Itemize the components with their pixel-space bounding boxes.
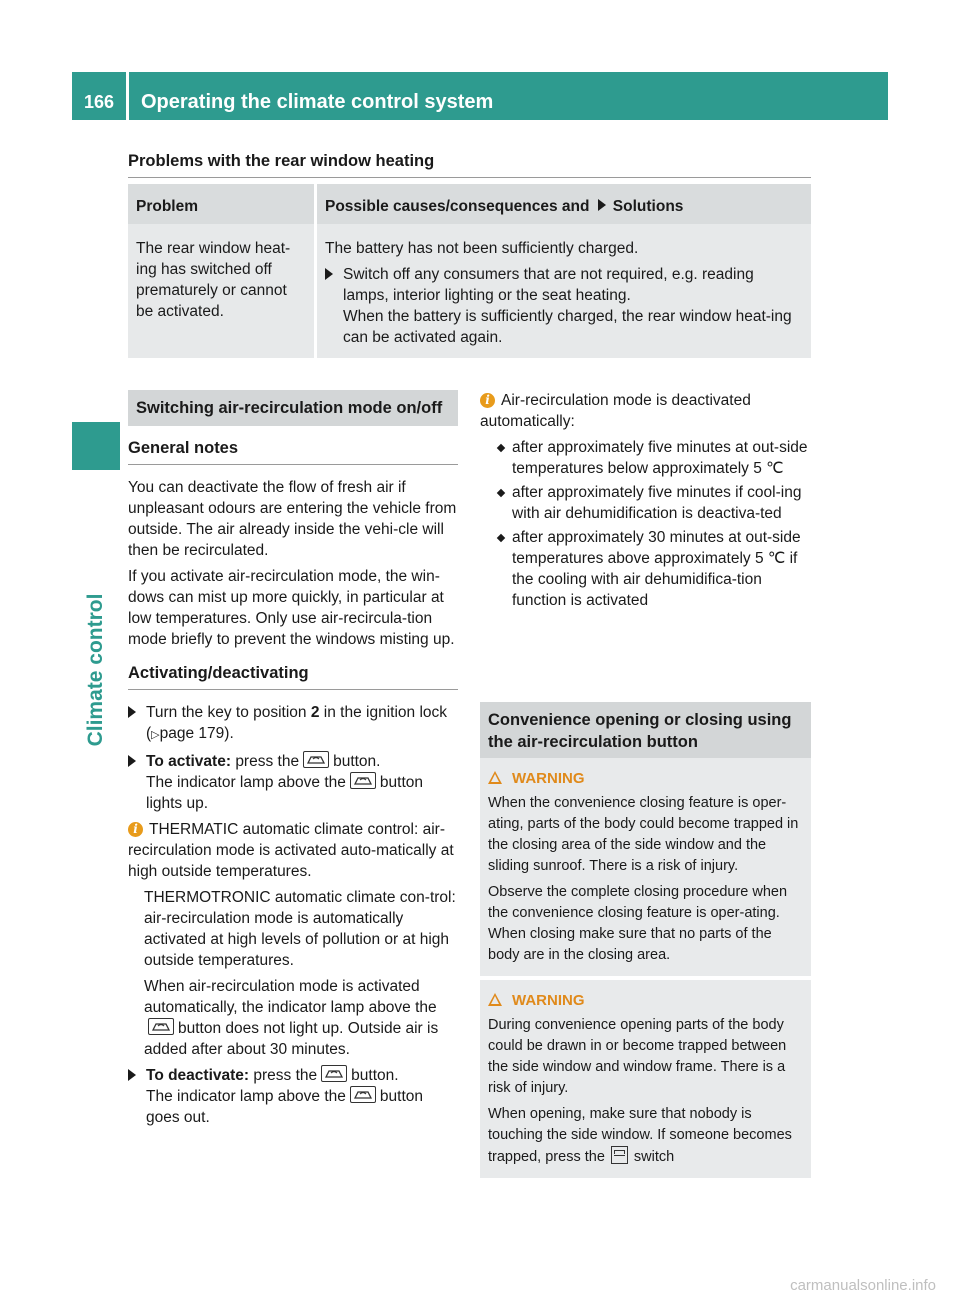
recirculation-button-icon [350, 772, 376, 789]
left-column [128, 390, 458, 1128]
deactivation-list [480, 437, 811, 611]
activating-heading: Activating/deactivating [128, 664, 458, 690]
activating-body [128, 702, 458, 1128]
chapter-marker [72, 422, 120, 470]
rear-window-heading: Problems with the rear window heating [128, 152, 435, 170]
warning-box: WARNING During convenience opening parts of the body could be drawn in or become trapped between the side window and window frame. There is a risk of injury. When opening, make sure that nobody is touching the side window. If someone becomes trapped, press the switch [480, 980, 811, 1178]
warning-box: WARNING When the convenience closing feature is oper-ating, parts of the body could become trapped in the closing area of the side window and the sliding sunroof. There is a risk of injury. Observe the complete closing procedure when the convenience closing feature is oper-ating. When closing make sure that no parts of the body are in the closing area. [480, 758, 811, 976]
solution-step: Switch off any consumers that are not required, e.g. reading lamps, interior lighting or the seat heating. When the battery is sufficiently charged, the rear window heat-ing can be activated again. [325, 264, 803, 348]
arrow-icon [128, 706, 136, 718]
header-divider [126, 72, 129, 120]
info-deactivation: i Air-recirculation mode is deactivated automatically: after approximately five minutes at out-side temperatures below approximately 5 ℃ after approximately five minutes if cool-ing with air dehumidification is deactiva-ted after approximately 30 minutes at out-side temperatures above approximately 5 ℃ if the cooling with air dehumidifica-tion function is activated [480, 390, 811, 611]
page-title: Operating the climate control system [141, 91, 494, 113]
recirculation-button-icon [148, 1018, 174, 1035]
convenience-heading: Convenience opening or closing using the air-recirculation button [480, 702, 811, 760]
general-notes-body [128, 477, 458, 650]
watermark: carmanualsonline.info [790, 1277, 936, 1294]
recirculation-button-icon [321, 1065, 347, 1082]
cause-text: The battery has not been sufficiently charged. [325, 240, 639, 257]
sunroof-switch-icon [611, 1146, 628, 1164]
info-note: i THERMATIC automatic climate control: air-recirculation mode is activated auto-matically at high outside temperatures. THERMOTRONIC automatic climate con-trol: air-recirculation mode is automatically activated at high levels of pollution or at high outside temperatures. When air-recirculation mode is activated automatically, the indicator lamp above the button does not light up. Outside air is added after about 30 minutes. [128, 821, 456, 1058]
arrow-icon [128, 755, 136, 767]
info-icon: i [480, 393, 495, 408]
recirculation-button-icon [303, 751, 329, 768]
section-rule [128, 177, 811, 178]
warning-label: WARNING [512, 770, 585, 787]
column-header-problem: Problem [128, 184, 314, 224]
warning-icon [488, 993, 502, 1006]
list-item: after approximately five minutes if cool-ing with air dehumidification is deactiva-ted [496, 482, 811, 524]
problem-cell: The rear window heat-ing has switched off prematurely or cannot be activated. [128, 224, 314, 358]
page-header [72, 72, 888, 120]
paragraph: You can deactivate the flow of fresh air if unpleasant odours are entering the vehicle from outside. The air already inside the vehi-cle will then be recirculated. [128, 479, 457, 559]
air-recirc-heading: Switching air-recirculation mode on/off [128, 390, 458, 426]
info-icon: i [128, 822, 143, 837]
chapter-label: Climate control [84, 593, 107, 747]
table-header-row [128, 184, 811, 224]
solution-cell [317, 224, 811, 358]
warning-icon [488, 771, 502, 784]
right-column [480, 390, 811, 1165]
arrow-icon [598, 199, 606, 211]
step: Turn the key to position 2 in the ignition lock (▷page 179). [128, 702, 458, 746]
recirculation-button-icon [350, 1086, 376, 1103]
page-number: 166 [83, 92, 115, 112]
general-notes-heading: General notes [128, 439, 458, 465]
step: To deactivate: press the button. The indicator lamp above the button goes out. [128, 1065, 458, 1128]
column-header-solutions: Possible causes/consequences and Solutions [317, 184, 811, 224]
arrow-icon [325, 268, 333, 280]
chapter-sidebar [72, 120, 120, 1300]
list-item: after approximately five minutes at out-side temperatures below approximately 5 ℃ [496, 437, 811, 479]
arrow-icon [128, 1069, 136, 1081]
table-row [128, 224, 811, 358]
problem-table [128, 184, 811, 358]
list-item: after approximately 30 minutes at out-side temperatures above approximately 5 ℃ if the cooling with air dehumidifica-tion function is activated [496, 527, 811, 611]
paragraph: If you activate air-recirculation mode, the win-dows can mist up more quickly, in particular at low temperatures. Only use air-recircula-tion mode briefly to prevent the windows misting up. [128, 568, 455, 648]
step: To activate: press the button. The indicator lamp above the button lights up. [128, 751, 458, 814]
warning-label: WARNING [512, 992, 585, 1009]
page-ref-icon: ▷ [151, 729, 160, 741]
